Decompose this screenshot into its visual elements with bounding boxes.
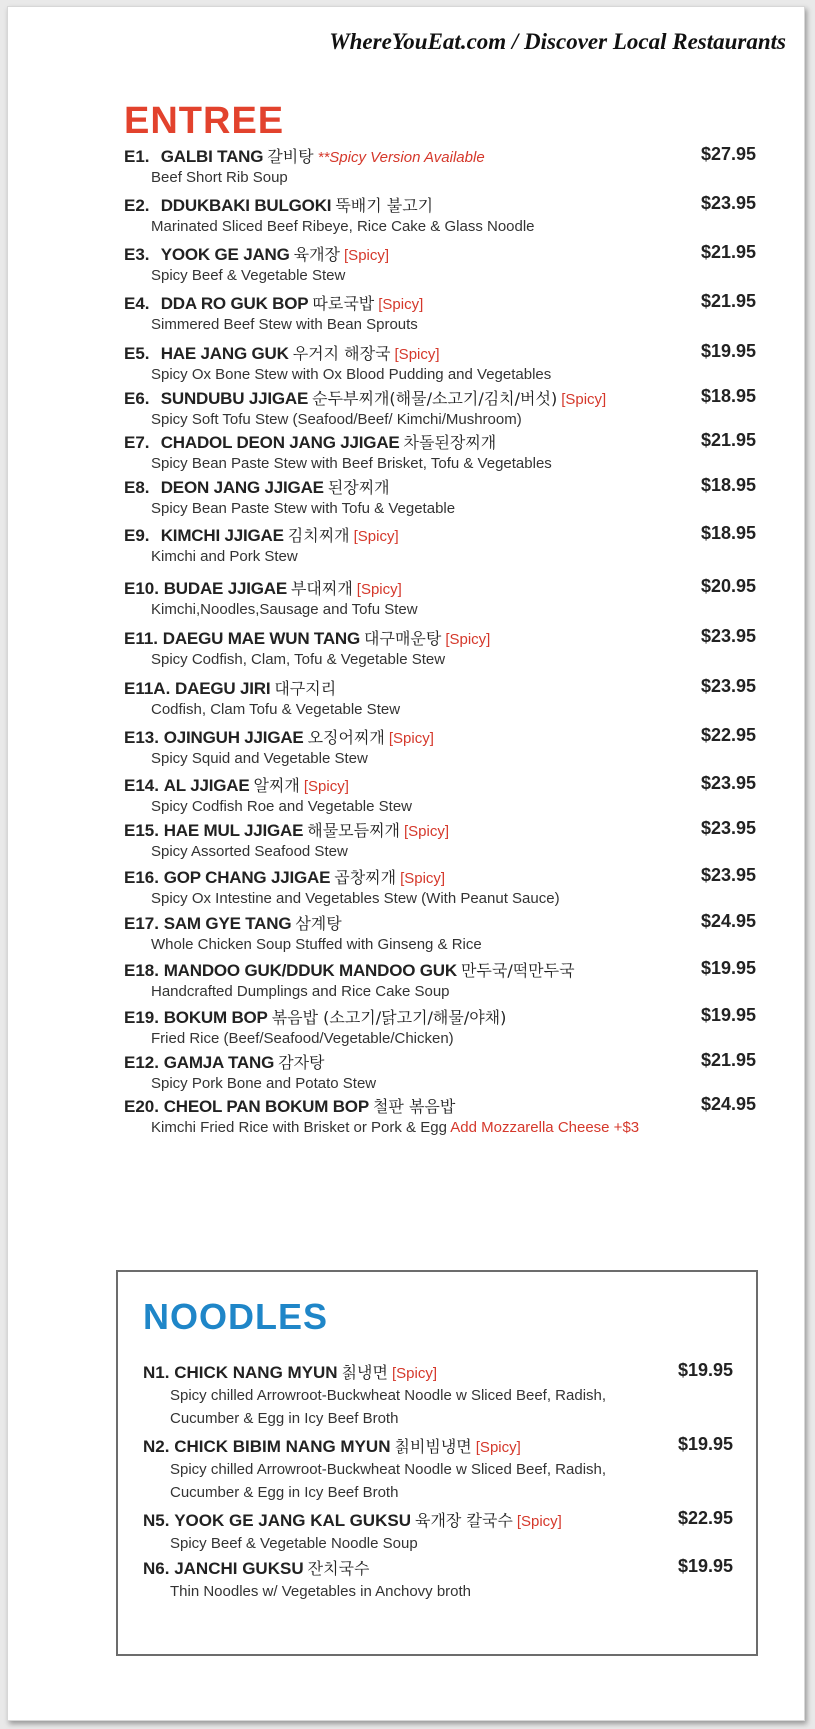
item-note: [Spicy]: [344, 247, 390, 264]
item-note: [Spicy]: [391, 1365, 437, 1382]
item-note: [Spicy]: [378, 296, 424, 313]
item-korean-name: 칡냉면: [341, 1363, 388, 1382]
item-price: $19.95: [700, 958, 756, 978]
item-description: Spicy Ox Bone Stew with Ox Blood Pudding and Vegetables: [151, 366, 552, 383]
item-code: E11A.: [124, 679, 171, 698]
item-price: $23.95: [700, 193, 756, 213]
item-description-line: [170, 1580, 620, 1603]
item-description: Codfish, Clam Tofu & Vegetable Stew: [151, 701, 401, 718]
menu-item: [124, 523, 756, 565]
item-korean-name: 따로국밥: [312, 294, 375, 313]
item-code: N2.: [143, 1437, 170, 1456]
menu-item: [124, 865, 756, 907]
item-name: OJINGUH JJIGAE: [163, 728, 304, 747]
item-description: Spicy Soft Tofu Stew (Seafood/Beef/ Kimchi/Mushroom): [151, 411, 522, 428]
item-price: $19.95: [700, 341, 756, 361]
item-name: AL JJIGAE: [163, 776, 250, 795]
menu-item: [124, 773, 756, 815]
menu-item: [124, 911, 756, 953]
item-name: CHICK BIBIM NANG MYUN: [174, 1437, 391, 1456]
item-description-line: [151, 651, 756, 668]
item-note: [Spicy]: [475, 1439, 521, 1456]
item-price: $23.95: [700, 865, 756, 885]
item-korean-name: 철판 볶음밥: [372, 1097, 456, 1116]
item-note: **Spicy Version Available: [317, 149, 485, 166]
item-price: $19.95: [700, 1005, 756, 1025]
item-description-line: [170, 1458, 620, 1504]
item-korean-name: 뚝배기 불고기: [335, 196, 434, 215]
menu-item-title-line: [124, 676, 756, 700]
item-description-line: [151, 267, 756, 284]
item-description: Handcrafted Dumplings and Rice Cake Soup: [151, 983, 450, 1000]
item-description: Fried Rice (Beef/Seafood/Vegetable/Chicken): [151, 1030, 454, 1047]
menu-item-title-line: [124, 626, 756, 650]
noodles-section-title: NOODLES: [143, 1296, 329, 1337]
item-description-line: [151, 843, 756, 860]
item-price: $18.95: [700, 523, 756, 543]
item-description: Spicy Codfish, Clam, Tofu & Vegetable Stew: [151, 651, 446, 668]
menu-item: [143, 1434, 733, 1504]
menu-item-title-line: [124, 865, 756, 889]
item-name: DAEGU MAE WUN TANG: [162, 629, 361, 648]
item-name: YOOK GE JANG KAL GUKSU: [174, 1511, 411, 1530]
item-description: Whole Chicken Soup Stuffed with Ginseng & Rice: [151, 936, 482, 953]
menu-item-title-line: [124, 958, 756, 982]
item-description-line: [151, 366, 756, 383]
item-description-line: [151, 601, 756, 618]
menu-item: [124, 1050, 756, 1092]
menu-item-title-line: [124, 1005, 756, 1029]
item-description-line: [151, 936, 756, 953]
item-code: E4.: [124, 294, 150, 313]
item-code: E12.: [124, 1053, 159, 1072]
item-name: SAM GYE TANG: [163, 914, 292, 933]
entree-section-title: ENTREE: [124, 100, 285, 142]
menu-item-title-line: [124, 523, 756, 547]
item-note: [Spicy]: [516, 1513, 562, 1530]
menu-item-title-line: [124, 818, 756, 842]
menu-item: [124, 725, 756, 767]
item-code: E17.: [124, 914, 159, 933]
item-code: N5.: [143, 1511, 170, 1530]
menu-item-title-line: [124, 291, 756, 315]
item-name: CHEOL PAN BOKUM BOP: [163, 1097, 369, 1116]
item-code: E18.: [124, 961, 159, 980]
menu-item-title-line: [124, 576, 756, 600]
item-price: $22.95: [700, 725, 756, 745]
item-name: DDA RO GUK BOP: [160, 294, 309, 313]
item-description-line: [151, 983, 756, 1000]
item-code: E14.: [124, 776, 159, 795]
menu-item-title-line: [124, 430, 756, 454]
menu-item-title-line: [124, 1050, 756, 1074]
item-description-line: [151, 411, 756, 428]
item-code: E15.: [124, 821, 159, 840]
item-description-line: [151, 218, 756, 235]
item-code: E9.: [124, 526, 150, 545]
item-korean-name: 오징어찌개: [307, 728, 385, 747]
item-code: E1.: [124, 147, 150, 166]
item-note: [Spicy]: [356, 581, 402, 598]
item-description-line: [170, 1384, 620, 1430]
menu-item: [143, 1556, 733, 1603]
menu-item: [124, 193, 756, 235]
menu-item: [124, 475, 756, 517]
item-korean-name: 차돌된장찌개: [403, 433, 497, 452]
item-korean-name: 부대찌개: [290, 579, 353, 598]
item-korean-name: 육개장 칼국수: [414, 1511, 513, 1530]
item-code: N1.: [143, 1363, 170, 1382]
item-korean-name: 김치찌개: [287, 526, 350, 545]
item-price: $18.95: [700, 386, 756, 406]
item-name: JANCHI GUKSU: [174, 1559, 304, 1578]
item-description-line: [151, 1030, 756, 1047]
item-description: Simmered Beef Stew with Bean Sprouts: [151, 316, 418, 333]
item-korean-name: 만두국/떡만두국: [460, 961, 575, 980]
item-note: [Spicy]: [353, 528, 399, 545]
item-description: Spicy Beef & Vegetable Stew: [151, 267, 346, 284]
item-description-line: [151, 316, 756, 333]
menu-item-title-line: [143, 1556, 733, 1580]
menu-item: [124, 626, 756, 668]
item-code: E6.: [124, 389, 150, 408]
item-name: CHADOL DEON JANG JJIGAE: [160, 433, 400, 452]
item-description-line: [151, 1119, 756, 1136]
item-price: $20.95: [700, 576, 756, 596]
menu-item: [124, 958, 756, 1000]
item-description-line: [151, 890, 756, 907]
item-price: $21.95: [700, 430, 756, 450]
item-note: [Spicy]: [445, 631, 491, 648]
menu-item-title-line: [124, 1094, 756, 1118]
item-description: Spicy Bean Paste Stew with Beef Brisket, Tofu & Vegetables: [151, 455, 552, 472]
item-price: $27.95: [700, 144, 756, 164]
item-code: E8.: [124, 478, 150, 497]
menu-item: [124, 576, 756, 618]
menu-item: [124, 341, 756, 383]
item-note: [Spicy]: [388, 730, 434, 747]
menu-item-title-line: [124, 386, 756, 410]
menu-item-title-line: [124, 341, 756, 365]
menu-item: [124, 430, 756, 472]
item-price: $22.95: [677, 1508, 733, 1528]
item-name: HAE JANG GUK: [160, 344, 289, 363]
item-code: E16.: [124, 868, 159, 887]
menu-item-title-line: [124, 193, 756, 217]
item-name: GOP CHANG JJIGAE: [163, 868, 331, 887]
menu-item: [124, 242, 756, 284]
item-description-line: [170, 1532, 620, 1555]
item-price: $24.95: [700, 1094, 756, 1114]
item-korean-name: 곱창찌개: [334, 868, 397, 887]
item-description: Thin Noodles w/ Vegetables in Anchovy broth: [170, 1583, 472, 1600]
item-description-line: [151, 548, 756, 565]
item-code: E11.: [124, 629, 159, 648]
item-korean-name: 순두부찌개(해물/소고기/김치/버섯): [312, 389, 558, 408]
menu-item-title-line: [143, 1508, 733, 1532]
menu-item: [124, 386, 756, 428]
item-name: HAE MUL JJIGAE: [163, 821, 304, 840]
item-price: $23.95: [700, 626, 756, 646]
item-code: E5.: [124, 344, 150, 363]
menu-item-title-line: [124, 725, 756, 749]
menu-item: [143, 1508, 733, 1555]
menu-item: [124, 1005, 756, 1047]
item-name: DEON JANG JJIGAE: [160, 478, 324, 497]
item-code: E2.: [124, 196, 150, 215]
item-price: $19.95: [677, 1556, 733, 1576]
item-note: [Spicy]: [404, 823, 450, 840]
item-price: $21.95: [700, 1050, 756, 1070]
item-korean-name: 감자탕: [278, 1053, 325, 1072]
menu-item-title-line: [124, 144, 756, 168]
menu-item: [124, 291, 756, 333]
item-price: $23.95: [700, 818, 756, 838]
item-description: Spicy Codfish Roe and Vegetable Stew: [151, 798, 412, 815]
menu-item: [124, 144, 756, 186]
item-price: $19.95: [677, 1434, 733, 1454]
item-price: $21.95: [700, 291, 756, 311]
item-description: Spicy chilled Arrowroot-Buckwheat Noodle w Sliced Beef, Radish, Cucumber & Egg in Icy Beef Broth: [170, 1387, 607, 1427]
item-description-line: [151, 798, 756, 815]
site-header[interactable]: WhereYouEat.com / Discover Local Restaurants: [329, 29, 786, 54]
item-code: N6.: [143, 1559, 170, 1578]
item-description: Spicy Assorted Seafood Stew: [151, 843, 348, 860]
item-korean-name: 삼계탕: [295, 914, 342, 933]
item-note: [Spicy]: [303, 778, 349, 795]
item-description-line: [151, 701, 756, 718]
item-name: BUDAE JJIGAE: [163, 579, 287, 598]
item-note: [Spicy]: [400, 870, 446, 887]
item-extra-option: Add Mozzarella Cheese +$3: [450, 1119, 640, 1136]
item-description: Kimchi and Pork Stew: [151, 548, 298, 565]
item-korean-name: 육개장: [293, 245, 341, 264]
item-description-line: [151, 750, 756, 767]
item-description-line: [151, 455, 756, 472]
item-korean-name: 우거지 해장국: [292, 344, 391, 363]
item-name: CHICK NANG MYUN: [174, 1363, 338, 1382]
item-name: SUNDUBU JJIGAE: [160, 389, 309, 408]
item-price: $23.95: [700, 676, 756, 696]
item-description: Spicy Pork Bone and Potato Stew: [151, 1075, 377, 1092]
item-name: YOOK GE JANG: [160, 245, 290, 264]
menu-item: [124, 1094, 756, 1136]
item-description: Spicy Ox Intestine and Vegetables Stew (With Peanut Sauce): [151, 890, 560, 907]
item-price: $18.95: [700, 475, 756, 495]
menu-item: [143, 1360, 733, 1430]
item-code: E20.: [124, 1097, 159, 1116]
item-description: Spicy Squid and Vegetable Stew: [151, 750, 368, 767]
item-price: $21.95: [700, 242, 756, 262]
item-korean-name: 갈비탕: [267, 147, 314, 166]
item-price: $23.95: [700, 773, 756, 793]
item-description-line: [151, 169, 756, 186]
item-name: MANDOO GUK/DDUK MANDOO GUK: [163, 961, 457, 980]
item-korean-name: 잔치국수: [307, 1559, 370, 1578]
item-code: E19.: [124, 1008, 159, 1027]
menu-item: [124, 818, 756, 860]
item-korean-name: 알찌개: [253, 776, 300, 795]
item-description: Spicy chilled Arrowroot-Buckwheat Noodle w Sliced Beef, Radish, Cucumber & Egg in Icy Beef Broth: [170, 1461, 607, 1501]
item-note: [Spicy]: [561, 391, 607, 408]
item-code: E7.: [124, 433, 150, 452]
item-korean-name: 해물모듬찌개: [307, 821, 400, 840]
menu-item-title-line: [143, 1360, 733, 1384]
item-korean-name: 칡비빔냉면: [394, 1437, 472, 1456]
item-name: DDUKBAKI BULGOKI: [160, 196, 332, 215]
menu-item-title-line: [143, 1434, 733, 1458]
item-korean-name: 된장찌개: [327, 478, 390, 497]
item-name: GAMJA TANG: [163, 1053, 275, 1072]
item-description: Marinated Sliced Beef Ribeye, Rice Cake & Glass Noodle: [151, 218, 535, 235]
item-name: KIMCHI JJIGAE: [160, 526, 284, 545]
menu-item-title-line: [124, 773, 756, 797]
item-description: Kimchi Fried Rice with Brisket or Pork & Egg: [151, 1119, 447, 1136]
item-note: [Spicy]: [394, 346, 440, 363]
menu-item-title-line: [124, 911, 756, 935]
item-name: BOKUM BOP: [163, 1008, 268, 1027]
item-description: Kimchi,Noodles,Sausage and Tofu Stew: [151, 601, 418, 618]
item-name: DAEGU JIRI: [175, 679, 271, 698]
item-name: GALBI TANG: [160, 147, 264, 166]
menu-item-title-line: [124, 242, 756, 266]
item-description-line: [151, 500, 756, 517]
item-price: $24.95: [700, 911, 756, 931]
item-korean-name: 볶음밥 (소고기/닭고기/해물/야채): [271, 1008, 507, 1027]
item-description: Beef Short Rib Soup: [151, 169, 288, 186]
item-description-line: [151, 1075, 756, 1092]
item-description: Spicy Bean Paste Stew with Tofu & Vegetable: [151, 500, 456, 517]
item-price: $19.95: [677, 1360, 733, 1380]
item-code: E3.: [124, 245, 150, 264]
item-korean-name: 대구매운탕: [364, 629, 442, 648]
menu-item: [124, 676, 756, 718]
item-korean-name: 대구지리: [274, 679, 337, 698]
item-code: E10.: [124, 579, 159, 598]
item-description: Spicy Beef & Vegetable Noodle Soup: [170, 1535, 418, 1552]
item-code: E13.: [124, 728, 159, 747]
menu-item-title-line: [124, 475, 756, 499]
